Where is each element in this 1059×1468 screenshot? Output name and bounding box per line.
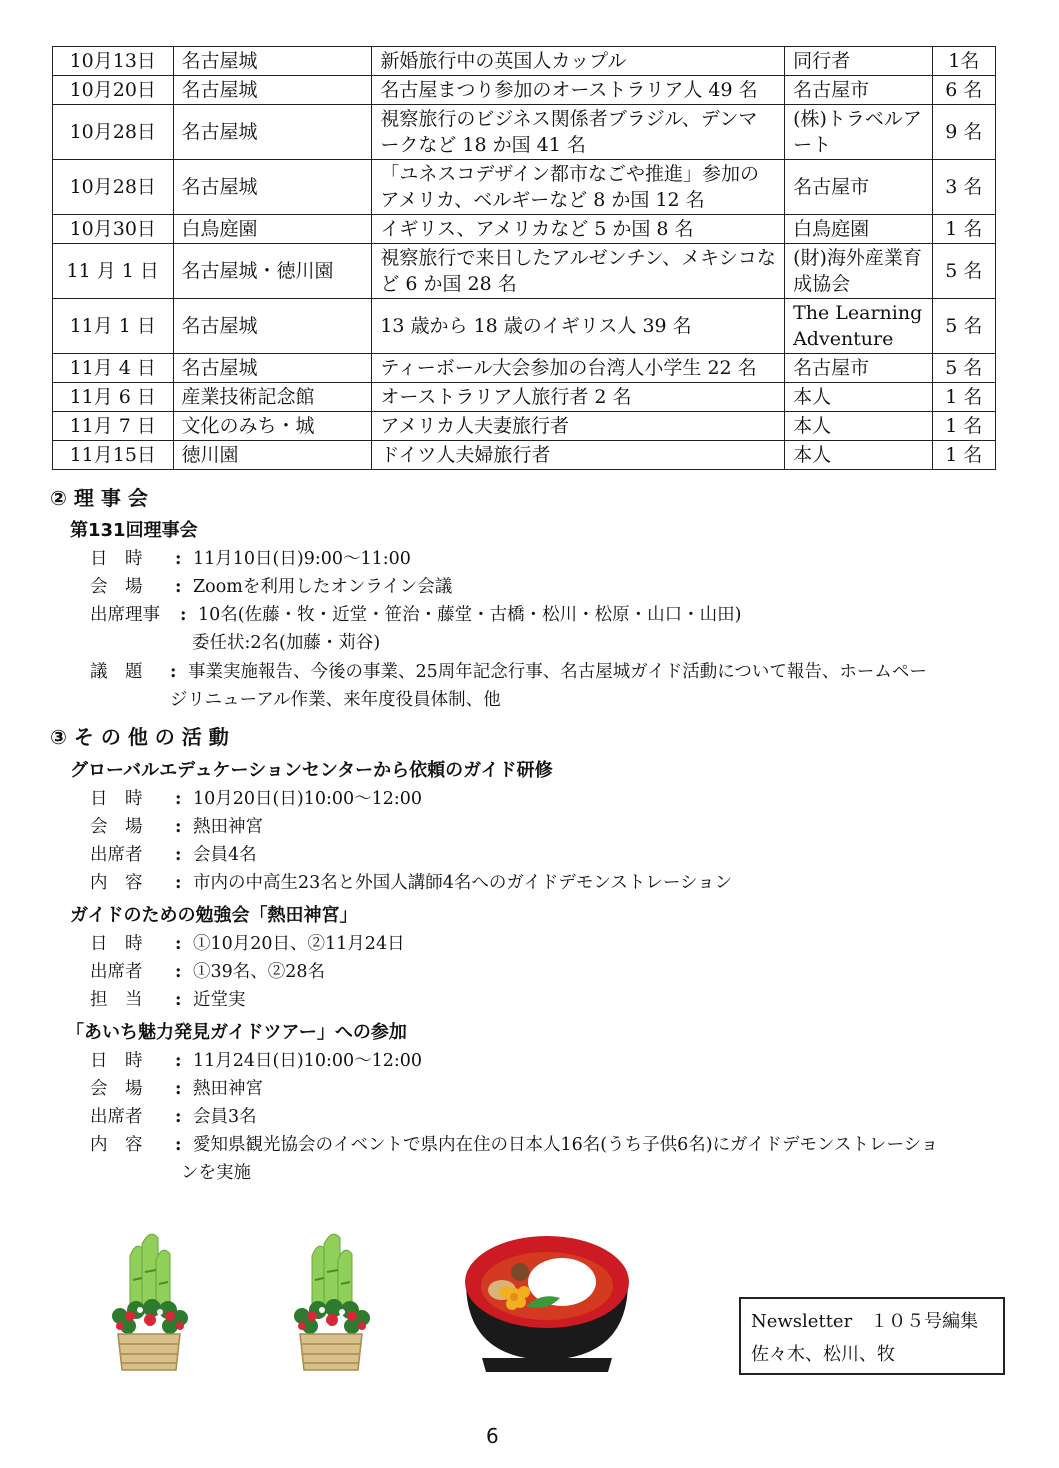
activity-b-date: ①10月20日、②11月24日 (193, 934, 405, 954)
table-cell-description: 視察旅行のビジネス関係者ブラジル、デンマークなど 18 か国 41 名 (372, 105, 785, 160)
section-heading-other: ③ そ の 他 の 活 動 (50, 725, 229, 749)
colon: : (175, 577, 182, 597)
board-attend-label: 出席理事 (90, 605, 160, 625)
table-cell-requester: 本人 (785, 383, 933, 412)
table-row (53, 160, 996, 215)
activity-a-title: グローバルエデュケーションセンターから依頼のガイド研修 (70, 760, 553, 781)
board-proxy: 委任状:2名(加藤・苅谷) (192, 633, 381, 653)
table-cell-date: 11月 7 日 (53, 412, 174, 441)
table-cell-date: 10月30日 (53, 215, 174, 244)
editor-credit-box (739, 1297, 1005, 1375)
table-cell-description: ドイツ人夫婦旅行者 (372, 441, 785, 470)
table-cell-place: 徳川園 (173, 441, 372, 470)
activity-a-content-label: 内 容 (90, 873, 143, 893)
activity-c-content-line1: 愛知県観光協会のイベントで県内在住の日本人16名(うち子供6名)にガイドデモンストレーショ (193, 1135, 939, 1155)
colon: : (175, 962, 182, 982)
table-row (53, 244, 996, 299)
page-number: 6 (486, 1424, 499, 1448)
table-row (53, 383, 996, 412)
activity-c-venue-row (90, 1075, 263, 1100)
colon: : (175, 934, 182, 954)
activity-c-attend-label: 出席者 (90, 1107, 143, 1127)
table-cell-date: 11月15日 (53, 441, 174, 470)
activity-a-attend-row (90, 841, 257, 866)
table-cell-place: 名古屋城 (173, 299, 372, 354)
activity-a-attend: 会員4名 (193, 845, 257, 865)
ozoni-bowl-icon (462, 1232, 632, 1380)
activity-c-content-row (90, 1131, 938, 1156)
colon: : (180, 605, 187, 625)
table-cell-description: 名古屋まつり参加のオーストラリア人 49 名 (372, 76, 785, 105)
table-cell-count: 9 名 (932, 105, 995, 160)
table-cell-date: 11月 6 日 (53, 383, 174, 412)
activity-a-content-row (90, 869, 732, 894)
colon: : (175, 990, 182, 1010)
table-row (53, 441, 996, 470)
activity-c-content-line2: ンを実施 (181, 1163, 251, 1183)
activity-a-date: 10月20日(日)10:00～12:00 (193, 789, 423, 809)
table-cell-count: 5 名 (932, 244, 995, 299)
activity-b-attend-row (90, 958, 325, 983)
table-cell-count: 6 名 (932, 76, 995, 105)
table-cell-date: 10月13日 (53, 47, 174, 76)
board-date: 11月10日(日)9:00～11:00 (193, 549, 411, 569)
table-cell-date: 11 月 1 日 (53, 244, 174, 299)
activity-c-venue-label: 会 場 (90, 1079, 143, 1099)
table-cell-date: 11月 4 日 (53, 354, 174, 383)
activity-b-attend-label: 出席者 (90, 962, 143, 982)
table-cell-place: 白鳥庭園 (173, 215, 372, 244)
board-meeting-title: 第131回理事会 (70, 520, 198, 541)
colon: : (175, 873, 182, 893)
section-heading-board: ② 理 事 会 (50, 486, 148, 510)
table-cell-description: オーストラリア人旅行者 2 名 (372, 383, 785, 412)
colon: : (175, 1107, 182, 1127)
table-cell-description: アメリカ人夫妻旅行者 (372, 412, 785, 441)
table-cell-place: 名古屋城 (173, 354, 372, 383)
table-cell-count: 1 名 (932, 215, 995, 244)
activity-b-charge-label: 担 当 (90, 990, 143, 1010)
activity-b-title: ガイドのための勉強会「熱田神宮」 (70, 905, 358, 926)
table-cell-count: 1名 (932, 47, 995, 76)
activity-b-date-row (90, 930, 405, 955)
activity-c-title: 「あいち魅力発見ガイドツアー」への参加 (66, 1022, 407, 1043)
table-cell-place: 産業技術記念館 (173, 383, 372, 412)
table-cell-requester: 同行者 (785, 47, 933, 76)
table-cell-description: 新婚旅行中の英国人カップル (372, 47, 785, 76)
table-cell-count: 1 名 (932, 383, 995, 412)
table-cell-place: 名古屋城 (173, 105, 372, 160)
activity-a-venue-row (90, 813, 263, 838)
activity-b-attend: ①39名、②28名 (193, 962, 326, 982)
guide-table (52, 46, 996, 470)
table-cell-place: 名古屋城 (173, 47, 372, 76)
activity-c-date-row (90, 1047, 422, 1072)
colon: : (175, 817, 182, 837)
kadomatsu-icon (290, 1230, 372, 1378)
table-cell-description: ティーボール大会参加の台湾人小学生 22 名 (372, 354, 785, 383)
activity-c-date-label: 日 時 (90, 1051, 143, 1071)
board-agenda-line1: 事業実施報告、今後の事業、25周年記念行事、名古屋城ガイド活動について報告、ホームペー (188, 662, 927, 682)
board-venue-label: 会 場 (90, 577, 143, 597)
table-cell-requester: 名古屋市 (785, 160, 933, 215)
activity-c-content-label: 内 容 (90, 1135, 143, 1155)
table-cell-place: 名古屋城 (173, 76, 372, 105)
table-cell-count: 5 名 (932, 354, 995, 383)
activity-c-attend-row (90, 1103, 257, 1128)
table-cell-place: 文化のみち・城 (173, 412, 372, 441)
table-cell-place: 名古屋城 (173, 160, 372, 215)
colon: : (175, 549, 182, 569)
activity-c-date: 11月24日(日)10:00～12:00 (193, 1051, 423, 1071)
colon: : (175, 789, 182, 809)
table-cell-description: イギリス、アメリカなど 5 か国 8 名 (372, 215, 785, 244)
table-cell-requester: 本人 (785, 412, 933, 441)
table-cell-date: 10月28日 (53, 160, 174, 215)
activity-a-attend-label: 出席者 (90, 845, 143, 865)
colon: : (170, 662, 177, 682)
guide-table-body (53, 47, 996, 470)
activity-a-venue-label: 会 場 (90, 817, 143, 837)
table-cell-date: 10月28日 (53, 105, 174, 160)
board-agenda-label: 議 題 (90, 662, 143, 682)
activity-a-venue: 熱田神宮 (193, 817, 263, 837)
table-cell-date: 11月 1 日 (53, 299, 174, 354)
table-row (53, 215, 996, 244)
table-row (53, 47, 996, 76)
activity-c-attend: 会員3名 (193, 1107, 257, 1127)
credit-line2: 佐々木、松川、牧 (751, 1344, 895, 1365)
board-date-row (90, 545, 411, 570)
table-cell-requester: The Learning Adventure (785, 299, 933, 354)
activity-a-content: 市内の中高生23名と外国人講師4名へのガイドデモンストレーション (193, 873, 733, 893)
board-date-label: 日 時 (90, 549, 143, 569)
board-attend-row (90, 601, 741, 626)
table-cell-requester: 名古屋市 (785, 76, 933, 105)
table-cell-requester: (株)トラベルアート (785, 105, 933, 160)
table-row (53, 412, 996, 441)
board-attend: 10名(佐藤・牧・近堂・笹治・藤堂・古橋・松川・松原・山口・山田) (198, 605, 742, 625)
table-cell-requester: 白鳥庭園 (785, 215, 933, 244)
colon: : (175, 1135, 182, 1155)
activity-b-charge-row (90, 986, 246, 1011)
table-cell-requester: 本人 (785, 441, 933, 470)
table-cell-description: 視察旅行で来日したアルゼンチン、メキシコなど 6 か国 28 名 (372, 244, 785, 299)
table-cell-place: 名古屋城・徳川園 (173, 244, 372, 299)
table-row (53, 105, 996, 160)
activity-c-venue: 熱田神宮 (193, 1079, 263, 1099)
activity-a-date-label: 日 時 (90, 789, 143, 809)
table-row (53, 76, 996, 105)
activity-a-date-row (90, 785, 422, 810)
table-row (53, 354, 996, 383)
activity-b-date-label: 日 時 (90, 934, 143, 954)
table-cell-count: 5 名 (932, 299, 995, 354)
credit-line1: Newsletter １０５号編集 (751, 1311, 979, 1332)
colon: : (175, 845, 182, 865)
board-venue-row (90, 573, 452, 598)
table-cell-requester: 名古屋市 (785, 354, 933, 383)
kadomatsu-icon (108, 1230, 190, 1378)
table-cell-count: 3 名 (932, 160, 995, 215)
board-venue: Zoomを利用したオンライン会議 (193, 577, 453, 597)
table-cell-requester: (財)海外産業育成協会 (785, 244, 933, 299)
table-cell-count: 1 名 (932, 441, 995, 470)
colon: : (175, 1079, 182, 1099)
table-cell-date: 10月20日 (53, 76, 174, 105)
table-cell-description: 「ユネスコデザイン都市なごや推進」参加のアメリカ、ベルギーなど 8 か国 12 名 (372, 160, 785, 215)
board-agenda-row (90, 658, 927, 683)
table-cell-count: 1 名 (932, 412, 995, 441)
activity-b-charge: 近堂実 (193, 990, 246, 1010)
board-agenda-line2: ジリニューアル作業、来年度役員体制、他 (170, 690, 501, 710)
table-cell-description: 13 歳から 18 歳のイギリス人 39 名 (372, 299, 785, 354)
table-row (53, 299, 996, 354)
colon: : (175, 1051, 182, 1071)
